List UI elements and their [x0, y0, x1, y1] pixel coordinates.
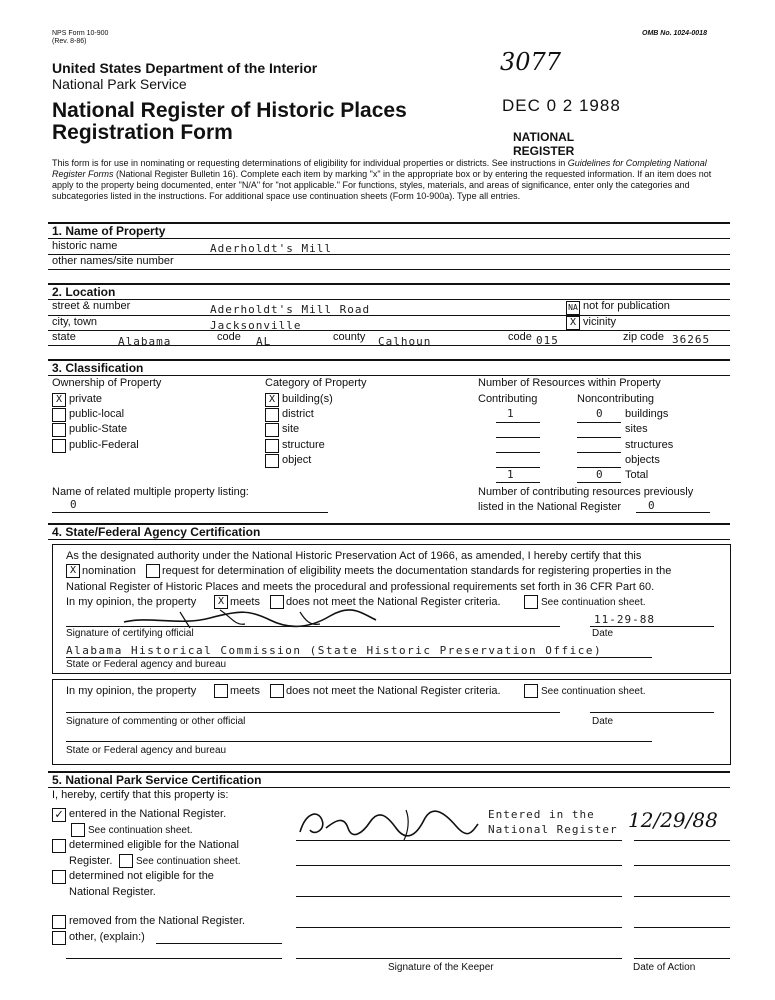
determined-not-eligible-checkbox[interactable] [52, 870, 66, 884]
signature-commenting-label: Signature of commenting or other official [66, 716, 246, 727]
eligible-continuation-label: See continuation sheet. [136, 856, 241, 867]
row-label-objects: objects [625, 454, 660, 466]
not-for-publication-checkbox[interactable]: NA [566, 301, 580, 315]
state-label: state [52, 331, 76, 343]
agency-label: State or Federal agency and bureau [66, 659, 227, 670]
certify-statement: I, hereby, certify that this property is: [52, 789, 229, 801]
determined-eligible-label-2: Register. [69, 855, 113, 867]
date-of-action-label: Date of Action [633, 962, 696, 973]
category-district-label: district [282, 408, 314, 420]
form-revision: (Rev. 8-86) [52, 38, 87, 45]
meets2-checkbox[interactable] [214, 684, 228, 698]
category-object-checkbox[interactable] [265, 454, 279, 468]
does-not-meet2-checkbox[interactable] [270, 684, 284, 698]
ownership-public-local-label: public-local [69, 408, 125, 420]
agency-value: Alabama Historical Commission (State Historic Preservation Office) [66, 644, 603, 657]
county-label: county [333, 331, 366, 343]
certification-date-label: Date [592, 628, 614, 639]
category-heading: Category of Property [265, 377, 367, 389]
entered-note-line-1: Entered in the [488, 808, 595, 821]
service-name: National Park Service [52, 76, 187, 92]
previously-listed-label-1: Number of contributing resources previously [478, 486, 694, 498]
resources-heading: Number of Resources within Property [478, 377, 661, 389]
keeper-signature-label: Signature of the Keeper [388, 962, 494, 973]
city-value: Jacksonville [210, 319, 302, 332]
state-value: Alabama [118, 335, 172, 348]
signature-certifying-label: Signature of certifying official [66, 628, 194, 639]
determined-eligible-checkbox[interactable] [52, 839, 66, 853]
state-code-label: code [217, 331, 241, 343]
not-for-publication-label: not for publication [583, 300, 670, 312]
ownership-private-checkbox[interactable]: X [52, 393, 66, 407]
related-listing-value: 0 [70, 498, 78, 511]
continuation-sheet2-checkbox[interactable] [524, 684, 538, 698]
stamp-national: NATIONAL [513, 130, 575, 144]
keeper-signature [296, 806, 482, 842]
certification-line-1: As the designated authority under the National Historic Preservation Act of 1966, as amended, I hereby certify that this [66, 550, 642, 562]
removed-label: removed from the National Register. [69, 915, 246, 927]
previously-listed-label-2: listed in the National Register [478, 501, 622, 513]
section2-title: 2. Location [52, 285, 116, 299]
nomination-label: nomination [82, 565, 136, 577]
department-name: United States Department of the Interior [52, 60, 318, 76]
row-label-buildings: buildings [625, 408, 669, 420]
zip-value: 36265 [672, 333, 711, 346]
ownership-public-local-checkbox[interactable] [52, 408, 66, 422]
stamp-register: REGISTER [513, 144, 575, 158]
category-building-label: building(s) [282, 393, 333, 405]
related-listing-label: Name of related multiple property listing: [52, 486, 249, 498]
commenting-date-label: Date [592, 716, 614, 727]
street-value: Aderholdt's Mill Road [210, 303, 371, 316]
state-code-value: AL [256, 335, 272, 348]
meets-checkbox[interactable]: X [214, 595, 228, 609]
other-checkbox[interactable] [52, 931, 66, 945]
nomination-checkbox[interactable]: X [66, 564, 80, 578]
opinion2-label: In my opinion, the property [66, 685, 197, 697]
contributing-total: 1 [507, 468, 515, 481]
does-not-meet-label: does not meet the National Register criteria. [286, 596, 501, 608]
removed-checkbox[interactable] [52, 915, 66, 929]
omb-number: OMB No. 1024-0018 [642, 30, 707, 37]
certification-line-3: National Register of Historic Places and meets the procedural and professional requirements set forth in 36 CFR Part 60. [66, 581, 655, 593]
determined-eligible-label-1: determined eligible for the National [69, 839, 239, 851]
ownership-public-state-label: public-State [69, 423, 128, 435]
section3-title: 3. Classification [52, 361, 144, 375]
continuation-sheet-checkbox[interactable] [524, 595, 538, 609]
row-label-total: Total [625, 469, 649, 481]
zip-label: zip code [623, 331, 664, 343]
row-label-structures: structures [625, 439, 674, 451]
entered-note-line-2: National Register [488, 823, 618, 836]
continuation-sheet2-label: See continuation sheet. [541, 686, 646, 697]
form-number: NPS Form 10-900 [52, 30, 109, 37]
contributing-buildings: 1 [507, 407, 515, 420]
category-building-checkbox[interactable]: X [265, 393, 279, 407]
noncontributing-total: 0 [596, 468, 604, 481]
certification-date-value: 11-29-88 [594, 613, 655, 626]
meets2-label: meets [230, 685, 260, 697]
vicinity-label: vicinity [583, 316, 617, 328]
ownership-public-federal-label: public-Federal [69, 439, 139, 451]
category-structure-checkbox[interactable] [265, 439, 279, 453]
historic-name-value: Aderholdt's Mill [210, 242, 332, 255]
previously-listed-value: 0 [648, 499, 656, 512]
category-object-label: object [282, 454, 312, 466]
noncontributing-buildings: 0 [596, 407, 604, 420]
determined-not-eligible-label-1: determined not eligible for the [69, 870, 214, 882]
determined-not-eligible-label-2: National Register. [69, 886, 156, 898]
action-date-value: 12/29/88 [628, 808, 718, 832]
category-site-checkbox[interactable] [265, 423, 279, 437]
form-instructions: This form is for use in nominating or requesting determinations of eligibility for individual properties or districts. See instructions in Guidelines for Completing National Register Forms (National Register Bulletin 16). Complete each item by marking "x" in the appropriate box or by entering the requested information. If an item does not apply to the property being documented, enter "N/A" for "not applicable." For functions, styles, materials, and areas of significance, enter only the categories and subcategories listed in the instructions. For additional space use continuation sheets (Form 10-900a). Type all entries. [52, 158, 712, 201]
entered-continuation-checkbox[interactable] [71, 823, 85, 837]
category-structure-label: structure [282, 439, 325, 451]
county-code-value: 015 [536, 334, 559, 347]
request-checkbox[interactable] [146, 564, 160, 578]
continuation-sheet-label: See continuation sheet. [541, 597, 646, 608]
section5-title: 5. National Park Service Certification [52, 773, 262, 787]
entered-label: entered in the National Register. [69, 808, 227, 820]
row-label-sites: sites [625, 423, 648, 435]
form-title-line1: National Register of Historic Places [52, 99, 407, 122]
entered-checkbox[interactable]: ✓ [52, 808, 66, 822]
received-date-stamp: DEC 0 2 1988 [502, 96, 621, 115]
request-label: request for determination of eligibility meets the documentation standards for registering properties in the [162, 565, 672, 577]
entered-continuation-label: See continuation sheet. [88, 825, 193, 836]
form-title-line2: Registration Form [52, 121, 233, 144]
ownership-heading: Ownership of Property [52, 377, 162, 389]
does-not-meet2-label: does not meet the National Register criteria. [286, 685, 501, 697]
county-value: Calhoun [378, 335, 432, 348]
section4-title: 4. State/Federal Agency Certification [52, 525, 261, 539]
historic-name-label: historic name [52, 240, 118, 252]
vicinity-checkbox[interactable]: X [566, 316, 580, 330]
ownership-public-federal-checkbox[interactable] [52, 439, 66, 453]
category-site-label: site [282, 423, 300, 435]
county-code-label: code [508, 331, 532, 343]
ownership-private-label: private [69, 393, 103, 405]
contributing-heading: Contributing [478, 393, 538, 405]
other-names-label: other names/site number [52, 255, 174, 267]
agency2-label: State or Federal agency and bureau [66, 745, 227, 756]
city-label: city, town [52, 316, 98, 328]
noncontributing-heading: Noncontributing [577, 393, 655, 405]
meets-label: meets [230, 596, 260, 608]
eligible-continuation-checkbox[interactable] [119, 854, 133, 868]
opinion-label: In my opinion, the property [66, 596, 197, 608]
other-label: other, (explain:) [69, 931, 145, 943]
section1-title: 1. Name of Property [52, 224, 166, 238]
handwritten-number: 3077 [500, 48, 562, 76]
category-district-checkbox[interactable] [265, 408, 279, 422]
ownership-public-state-checkbox[interactable] [52, 423, 66, 437]
street-label: street & number [52, 300, 131, 312]
